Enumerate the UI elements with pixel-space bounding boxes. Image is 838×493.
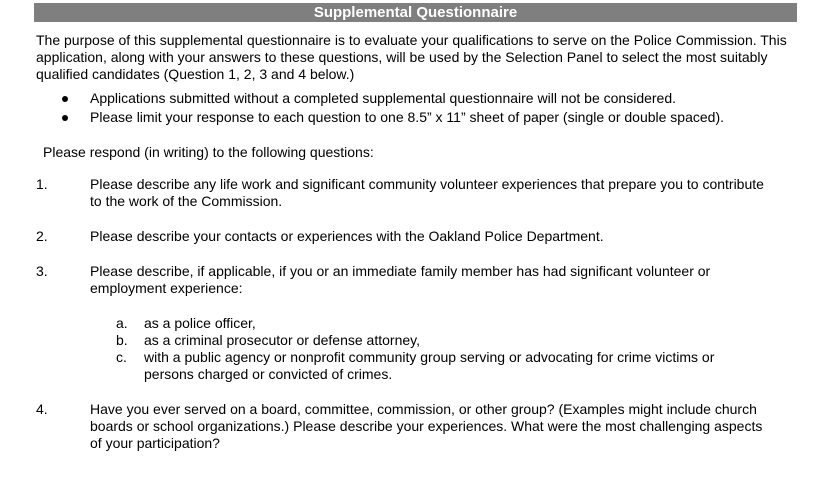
list-item — [116, 315, 764, 332]
subitem-text: with a public agency or nonprofit community group serving or advocating for crime victims or persons charged or convicted of crimes. — [144, 349, 715, 382]
list-item — [62, 89, 724, 108]
bullet-icon — [62, 115, 68, 121]
instructions-list — [62, 89, 724, 127]
subitem-letter: b. — [116, 332, 128, 348]
section-header-bar — [34, 3, 797, 22]
subitem-letter: a. — [116, 315, 128, 331]
bullet-text: Applications submitted without a completed supplemental questionnaire will not be considered. — [90, 90, 677, 106]
question-text: Have you ever served on a board, committee, commission, or other group? (Examples might include church boards or school organizations.) Please describe your experiences. What were the most challenging aspects of your participation? — [90, 401, 763, 451]
question-text: Please describe any life work and significant community volunteer experiences that prepare you to contribute to the work of the Commission. — [90, 176, 764, 209]
subitem-text: as a criminal prosecutor or defense attorney, — [144, 332, 420, 348]
question-text: Please describe, if applicable, if you or an immediate family member has had significant volunteer or employment experience: — [90, 263, 711, 296]
question-number: 2. — [36, 228, 48, 244]
list-item — [62, 108, 724, 127]
bullet-text: Please limit your response to each question to one 8.5” x 11” sheet of paper (single or double spaced). — [90, 109, 725, 125]
section-title: Supplemental Questionnaire — [313, 4, 518, 21]
list-item — [116, 332, 764, 349]
question-number: 3. — [36, 263, 48, 279]
question-number: 4. — [36, 401, 48, 417]
question-3-subitems — [116, 315, 764, 383]
respond-prompt: Please respond (in writing) to the following questions: — [43, 144, 374, 160]
subitem-letter: c. — [116, 349, 127, 365]
question-number: 1. — [36, 176, 48, 192]
list-item — [116, 349, 764, 383]
subitem-text: as a police officer, — [144, 315, 256, 331]
intro-paragraph: The purpose of this supplemental questionnaire is to evaluate your qualifications to serve on the Police Commission. This application, along with your answers to these questions, will be used by the Selection Panel to select the most suitably qualified candidates (Question 1, 2, 3 and 4 below.) — [36, 32, 787, 82]
question-text: Please describe your contacts or experiences with the Oakland Police Department. — [90, 228, 604, 244]
bullet-icon — [62, 96, 68, 102]
